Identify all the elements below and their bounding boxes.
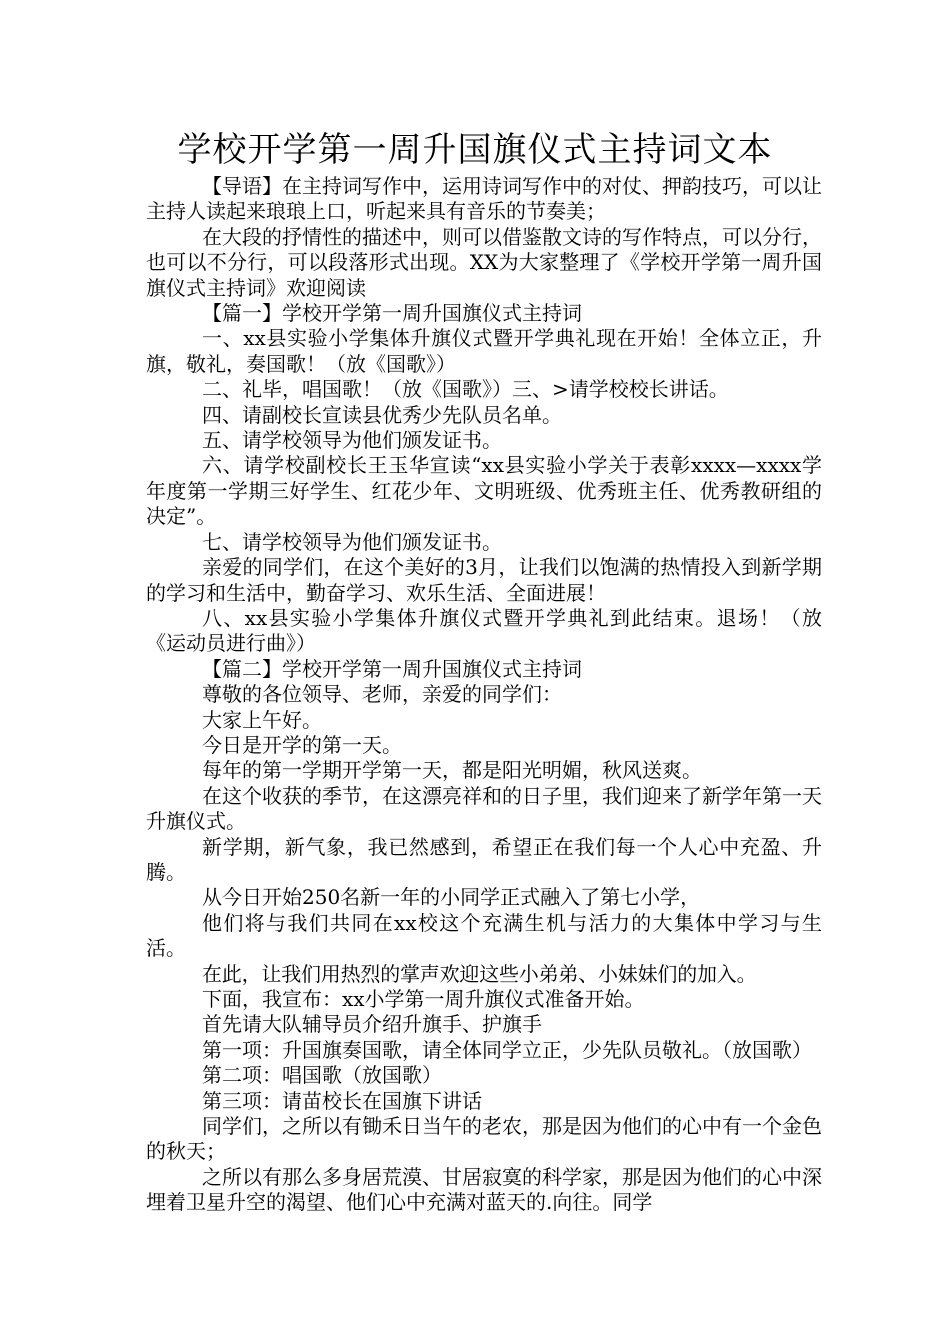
program-item: 第一项：升国旗奏国歌，请全体同学立正，少先队员敬礼。（放国歌）	[202, 1037, 812, 1062]
body-paragraph: 尊敬的各位领导、老师，亲爱的同学们：	[202, 682, 562, 707]
section-heading: 【篇二】学校开学第一周升国旗仪式主持词	[202, 656, 582, 681]
program-item: 第三项：请苗校长在国旗下讲话	[202, 1088, 482, 1113]
program-item: 六、请学校副校长王玉华宣读“xx县实验小学关于表彰xxxx—xxxx学年度第一学期三好学生、红花少年、文明班级、优秀班主任、优秀教研组的决定”。	[146, 453, 822, 529]
body-paragraph: 每年的第一学期开学第一天，都是阳光明媚，秋风送爽。	[202, 758, 702, 783]
section-heading: 【篇一】学校开学第一周升国旗仪式主持词	[202, 301, 582, 326]
body-paragraph: 新学期，新气象，我已然感到，希望正在我们每一个人心中充盈、升腾。	[146, 834, 822, 884]
body-paragraph: 首先请大队辅导员介绍升旗手、护旗手	[202, 1012, 542, 1037]
body-paragraph: 亲爱的同学们，在这个美好的3月，让我们以饱满的热情投入到新学期的学习和生活中，勤奋学习、欢乐生活、全面进展！	[146, 555, 822, 605]
program-item: 四、请副校长宣读县优秀少先队员名单。	[202, 402, 562, 427]
body-paragraph: 在此，让我们用热烈的掌声欢迎这些小弟弟、小妹妹们的加入。	[202, 961, 757, 986]
body-paragraph: 大家上午好。	[202, 707, 322, 732]
program-item: 一、xx县实验小学集体升旗仪式暨开学典礼现在开始！全体立正，升旗，敬礼，奏国歌！（放《国歌》）	[146, 326, 822, 376]
body-paragraph: 他们将与我们共同在xx校这个充满生机与活力的大集体中学习与生活。	[146, 910, 822, 961]
program-item: 二、礼毕，唱国歌！（放《国歌》）三、>请学校校长讲话。	[202, 377, 729, 402]
program-item: 八、xx县实验小学集体升旗仪式暨开学典礼到此结束。退场！（放《运动员进行曲》）	[146, 605, 822, 656]
document-title: 学校开学第一周升国旗仪式主持词文本	[177, 130, 773, 170]
program-item: 七、请学校领导为他们颁发证书。	[202, 529, 502, 554]
program-item: 五、请学校领导为他们颁发证书。	[202, 428, 502, 453]
program-item: 第二项：唱国歌（放国歌）	[202, 1063, 442, 1088]
body-paragraph: 下面，我宣布：xx小学第一周升旗仪式准备开始。	[202, 987, 645, 1011]
document-body	[146, 174, 822, 1216]
body-paragraph: 之所以有那么多身居荒漠、甘居寂寞的科学家，那是因为他们的心中深埋着卫星升空的渴望、他们心中充满对蓝天的.向往。同学	[146, 1164, 822, 1215]
body-paragraph: 今日是开学的第一天。	[202, 732, 402, 757]
body-paragraph: 同学们，之所以有锄禾日当午的老农，那是因为他们的心中有一个金色的秋天；	[146, 1114, 822, 1164]
body-paragraph: 从今日开始250名新一年的小同学正式融入了第七小学，	[202, 885, 701, 910]
intro-paragraph: 在大段的抒情性的描述中，则可以借鉴散文诗的写作特点，可以分行，也可以不分行，可以段落形式出现。XX为大家整理了《学校开学第一周升国旗仪式主持词》欢迎阅读	[146, 224, 822, 300]
body-paragraph: 在这个收获的季节，在这漂亮祥和的日子里，我们迎来了新学年第一天升旗仪式。	[146, 783, 822, 834]
intro-paragraph: 【导语】在主持词写作中，运用诗词写作中的对仗、押韵技巧，可以让主持人读起来琅琅上口，听起来具有音乐的节奏美；	[146, 174, 822, 224]
